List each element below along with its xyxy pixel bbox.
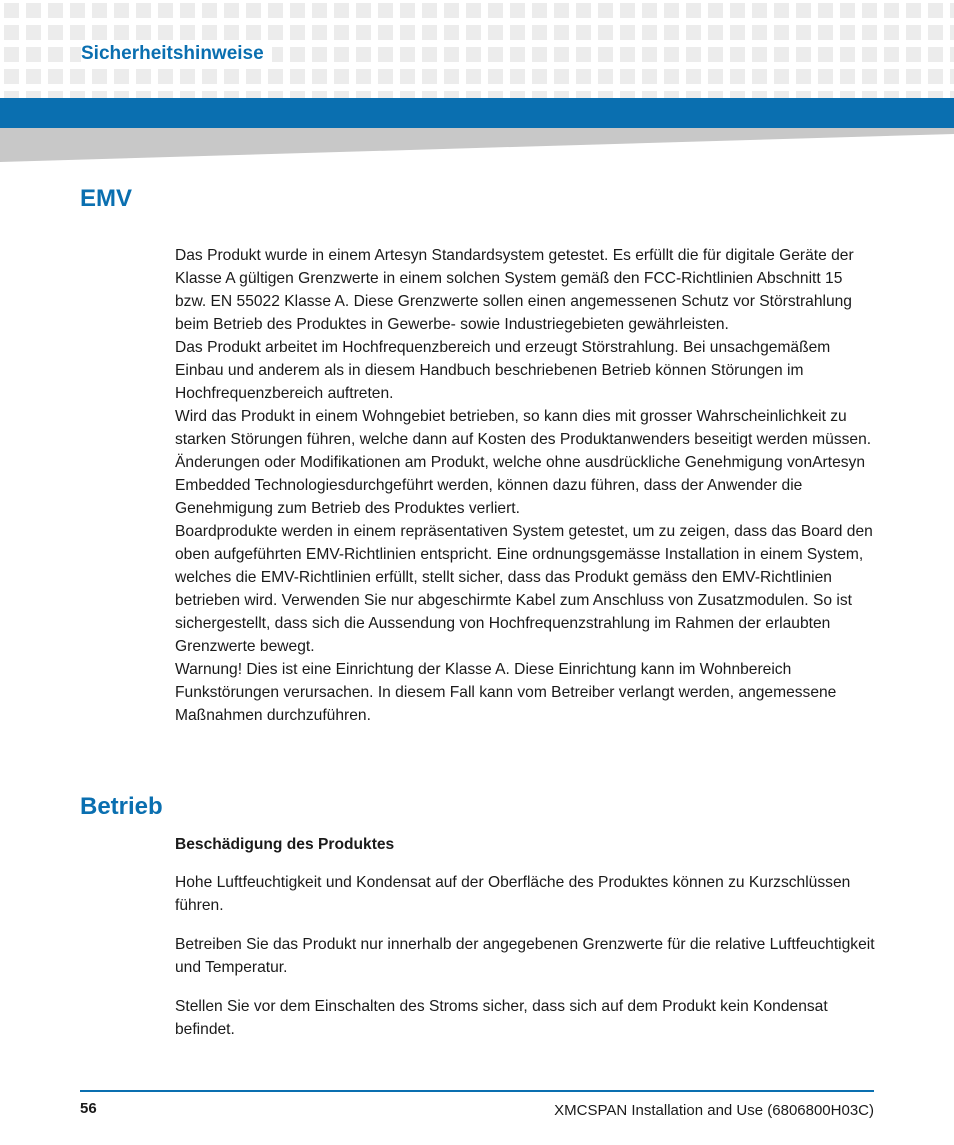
betrieb-paragraph: Hohe Luftfeuchtigkeit und Kondensat auf der Oberfläche des Produktes können zu Kurzschlüssen führen. [175, 874, 851, 914]
header-gray-wedge [0, 128, 954, 164]
emv-paragraph: Das Produkt arbeitet im Hochfrequenzbereich und erzeugt Störstrahlung. Bei unsachgemäßem Einbau und anderem als in diesem Handbuch beschriebenen Betrieb können Störungen im Hochfrequenzbereich auftreten. [175, 339, 831, 402]
section-title: Sicherheitshinweise [81, 40, 272, 68]
emv-paragraph: Warnung! Dies ist eine Einrichtung der Klasse A. Diese Einrichtung kann im Wohnbereich Funkstörungen verursachen. In diesem Fall kann vom Betreiber verlangt werden, angemessene Maßnahmen durchzuführen. [175, 661, 837, 724]
betrieb-paragraph: Betreiben Sie das Produkt nur innerhalb der angegebenen Grenzwerte für die relative Luftfeuchtigkeit und Temperatur. [175, 936, 875, 976]
emv-paragraph: Boardprodukte werden in einem repräsentativen System getestet, um zu zeigen, dass das Board den oben aufgeführten EMV-Richtlinien entspricht. Eine ordnungsgemässe Installation in einem System, welches die EMV-Richtlinien erfüllt, stellt sicher, dass das Produkt gemäss den EMV-Richtlinien betrieben wird. Verwenden Sie nur abgeschirmte Kabel zum Anschluss von Zusatzmodulen. So ist sichergestellt, dass sich die Aussendung von Hochfrequenzstrahlung im Rahmen der erlaubten Grenzwerte bewegt. [175, 523, 873, 655]
page-number: 56 [80, 1100, 97, 1117]
footer-rule [80, 1090, 874, 1092]
heading-betrieb: Betrieb [80, 793, 163, 820]
emv-paragraph: Wird das Produkt in einem Wohngebiet betrieben, so kann dies mit grosser Wahrscheinlichkeit zu starken Störungen führen, welche dann auf Kosten des Produktanwenders beseitigt werden müssen. Änderungen oder Modifikationen am Produkt, welche ohne ausdrückliche Genehmigung vonArtesyn Embedded Technologiesdurchgeführt werden, können dazu führen, dass der Anwender die Genehmigung zum Betrieb des Produktes verliert. [175, 408, 872, 517]
footer-document-title: XMCSPAN Installation and Use (6806800H03C) [554, 1102, 874, 1119]
header-blue-bar [0, 98, 954, 128]
betrieb-paragraph: Stellen Sie vor dem Einschalten des Stroms sicher, dass sich auf dem Produkt kein Kondensat befindet. [175, 998, 828, 1038]
emv-paragraph: Das Produkt wurde in einem Artesyn Standardsystem getestet. Es erfüllt die für digitale Geräte der Klasse A gültigen Grenzwerte in einem solchen System gemäß den FCC-Richtlinien Abschnitt 15 bzw. EN 55022 Klasse A. Diese Grenzwerte sollen einen angemessenen Schutz vor Störstrahlung beim Betrieb des Produktes in Gewerbe- sowie Industriegebieten gewährleisten. [175, 247, 854, 333]
betrieb-subtitle: Beschädigung des Produktes [175, 836, 395, 853]
heading-emv: EMV [80, 185, 133, 212]
emv-body [175, 244, 875, 727]
